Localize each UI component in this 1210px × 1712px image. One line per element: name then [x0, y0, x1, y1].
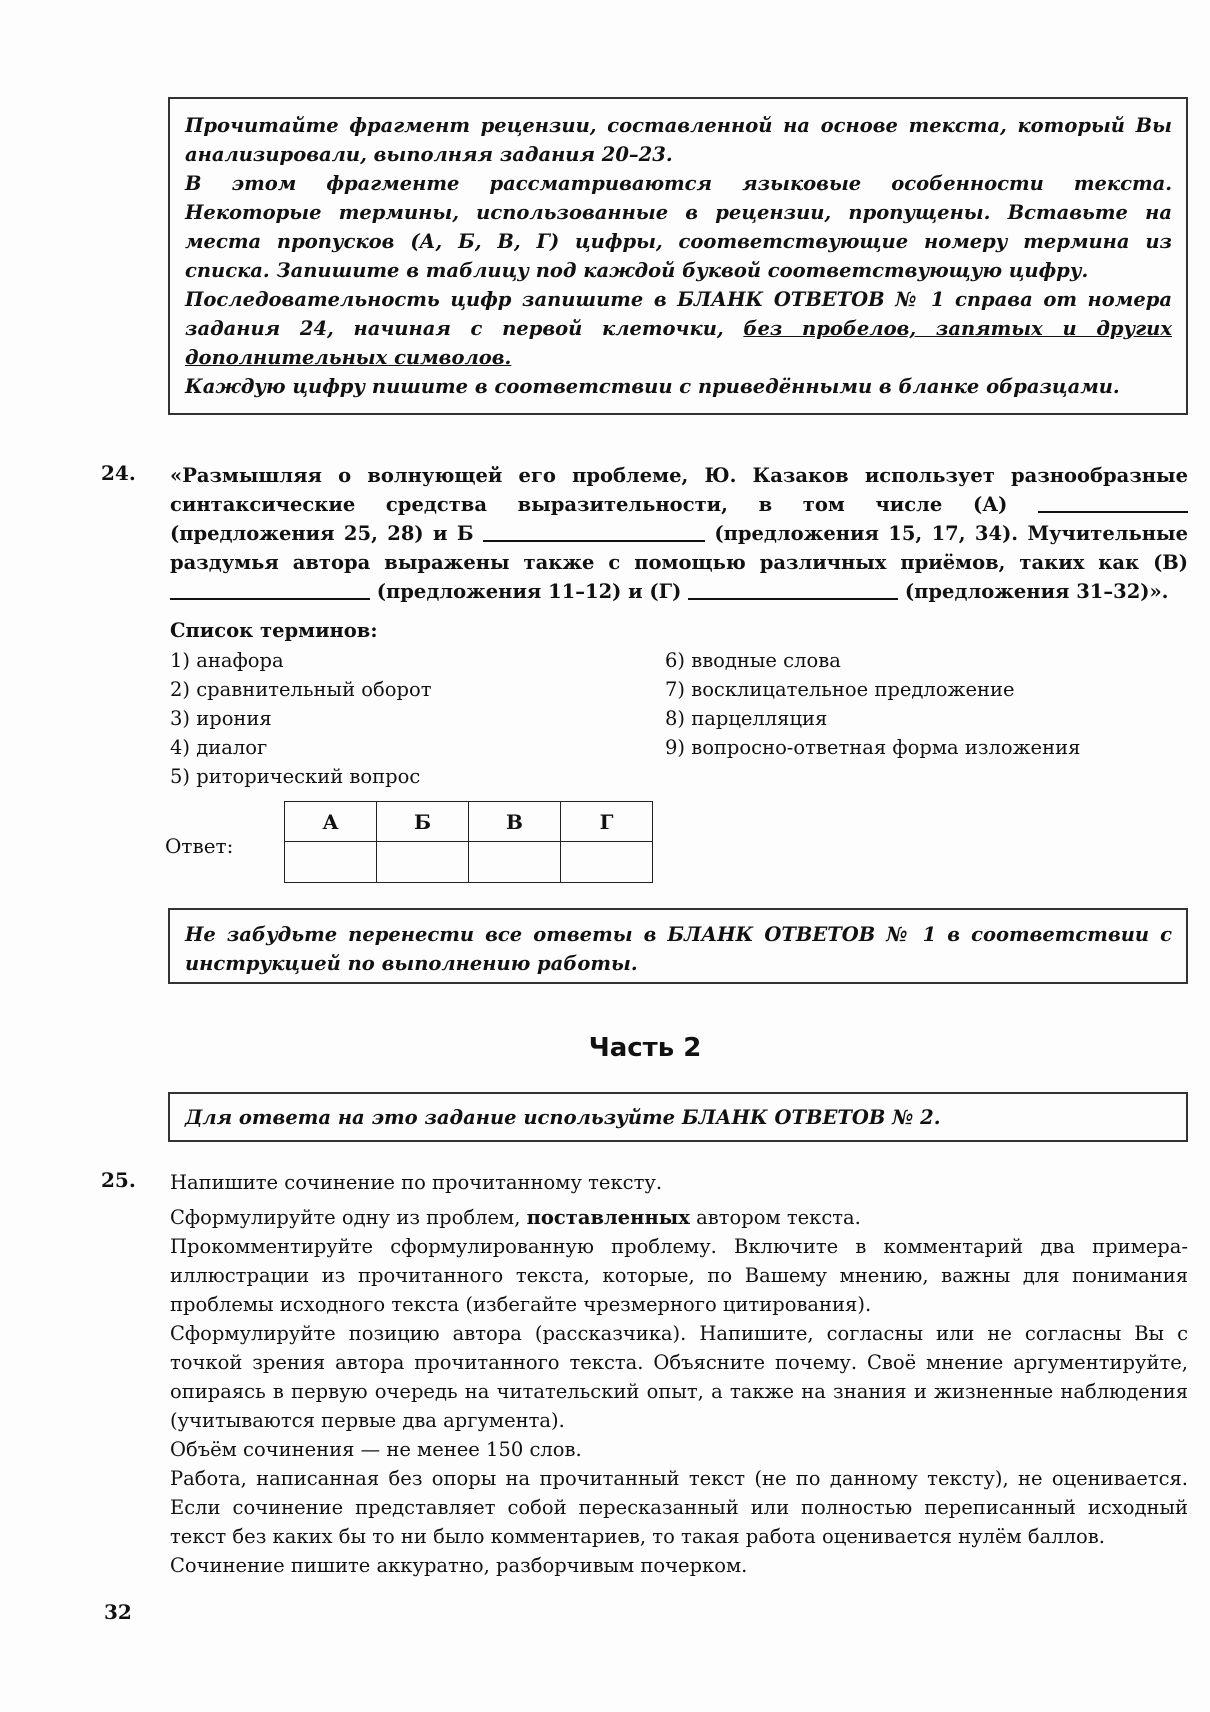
- answer-header-g: Г: [561, 802, 653, 842]
- task-25-paragraph-3: Прокомментируйте сформулированную проблему. Включите в комментарий два примера-иллюстрации из прочитанного текста, которые, по Вашему мнению, важны для понимания проблемы исходного текста (избегайте чрезмерного цитирования).: [170, 1235, 1188, 1316]
- task-25-number: 25.: [101, 1168, 136, 1192]
- instruction-paragraph-1: Прочитайте фрагмент рецензии, составленной на основе текста, который Вы анализировали, выполняя задания 20–23.: [185, 114, 1172, 166]
- instruction-box: [168, 97, 1188, 415]
- terms-list-right: [665, 646, 1080, 762]
- gap-b-blank: [483, 520, 705, 542]
- reminder-box: [168, 908, 1188, 984]
- task-25-text: [170, 1168, 1188, 1580]
- answer-cell-a[interactable]: [285, 842, 377, 883]
- terms-list-title: Список терминов:: [170, 619, 378, 642]
- term-item: 9) вопросно-ответная форма изложения: [665, 736, 1081, 759]
- answer-header-a: А: [285, 802, 377, 842]
- gap-a-blank: [1038, 491, 1188, 513]
- answer-header-b: Б: [377, 802, 469, 842]
- instruction-paragraph-4: Каждую цифру пишите в соответствии с приведёнными в бланке образцами.: [185, 375, 1120, 398]
- answer-header-v: В: [469, 802, 561, 842]
- task-25-paragraph-4: Сформулируйте позицию автора (рассказчика). Напишите, согласны или не согласны Вы с точкой зрения автора прочитанного текста. Объясните почему. Своё мнение аргументируйте, опираясь в первую очередь на читательский опыт, а также на знания и жизненные наблюдения (учитываются первые два аргумента).: [170, 1322, 1188, 1432]
- task-25-bold-word: поставленных: [526, 1206, 690, 1229]
- task-24-sentence-part-5: (предложения 31–32)».: [904, 580, 1169, 603]
- reminder-text: Не забудьте перенести все ответы в БЛАНК ОТВЕТОВ № 1 в соответствии с инструкцией по выполнению работы.: [185, 923, 1172, 975]
- task-25-paragraph-7: Сочинение пишите аккуратно, разборчивым почерком.: [170, 1554, 748, 1577]
- instruction-underlined-text: без пробелов, запятых и других дополнительных символов.: [185, 317, 1172, 369]
- task-24-sentence-part-4: (предложения 11–12) и (Г): [376, 580, 682, 603]
- task-25-paragraph-2-end: автором текста.: [689, 1206, 861, 1229]
- term-item: 7) восклицательное предложение: [665, 678, 1015, 701]
- term-item: 4) диалог: [170, 736, 268, 759]
- term-item: 5) риторический вопрос: [170, 765, 421, 788]
- answer-label: Ответ:: [165, 834, 234, 858]
- term-item: 6) вводные слова: [665, 649, 841, 672]
- task-24-sentence-part-2: (предложения 25, 28) и Б: [170, 522, 474, 545]
- answer-cell-g[interactable]: [561, 842, 653, 883]
- answer-cell-v[interactable]: [469, 842, 561, 883]
- task-25-paragraph-2-start: Сформулируйте одну из проблем,: [170, 1206, 527, 1229]
- part-2-instruction-box: [168, 1092, 1188, 1142]
- term-item: 8) парцелляция: [665, 707, 828, 730]
- part-2-instruction: Для ответа на это задание используйте БЛАНК ОТВЕТОВ № 2.: [185, 1106, 941, 1129]
- answer-cell-b[interactable]: [377, 842, 469, 883]
- instruction-paragraph-3: [185, 285, 1172, 372]
- term-item: 1) анафора: [170, 649, 284, 672]
- task-25-paragraph-5: Объём сочинения — не менее 150 слов.: [170, 1438, 582, 1461]
- task-25-paragraph-6: Работа, написанная без опоры на прочитанный текст (не по данному тексту), не оценивается. Если сочинение представляет собой пересказанный или полностью переписанный исходный текст без каких бы то ни было комментариев, то такая работа оценивается нулём баллов.: [170, 1467, 1188, 1548]
- task-24-number: 24.: [101, 461, 136, 485]
- task-24-sentence-part-3: (предложения 15, 17, 34). Мучительные раздумья автора выражены также с помощью различных приёмов, таких как (В): [170, 522, 1188, 574]
- gap-v-blank: [170, 578, 370, 600]
- task-25-paragraph-1: Напишите сочинение по прочитанному тексту.: [170, 1171, 663, 1194]
- instruction-paragraph-2: В этом фрагменте рассматриваются языковые особенности текста. Некоторые термины, использованные в рецензии, пропущены. Вставьте на места пропусков (А, Б, В, Г) цифры, соответствующие номеру термина из списка. Запишите в таблицу под каждой буквой соответствующую цифру.: [185, 172, 1172, 282]
- answer-table: [284, 801, 653, 883]
- page-number: 32: [104, 1600, 132, 1624]
- part-2-title: Часть 2: [588, 1033, 702, 1063]
- terms-list-left: [170, 646, 432, 791]
- task-25-paragraph-2: [170, 1203, 1188, 1232]
- term-item: 3) ирония: [170, 707, 272, 730]
- term-item: 2) сравнительный оборот: [170, 678, 432, 701]
- task-24-text: [170, 461, 1188, 606]
- instruction-paragraph-3-text: Последовательность цифр запишите в БЛАНК ОТВЕТОВ № 1 справа от номера задания 24, начиная с первой клеточки,: [185, 288, 1172, 340]
- gap-g-blank: [688, 578, 898, 600]
- task-24-sentence-part-1: «Размышляя о волнующей его проблеме, Ю. Казаков использует разнообразные синтаксические средства выразительности, в том числе (А): [170, 464, 1188, 516]
